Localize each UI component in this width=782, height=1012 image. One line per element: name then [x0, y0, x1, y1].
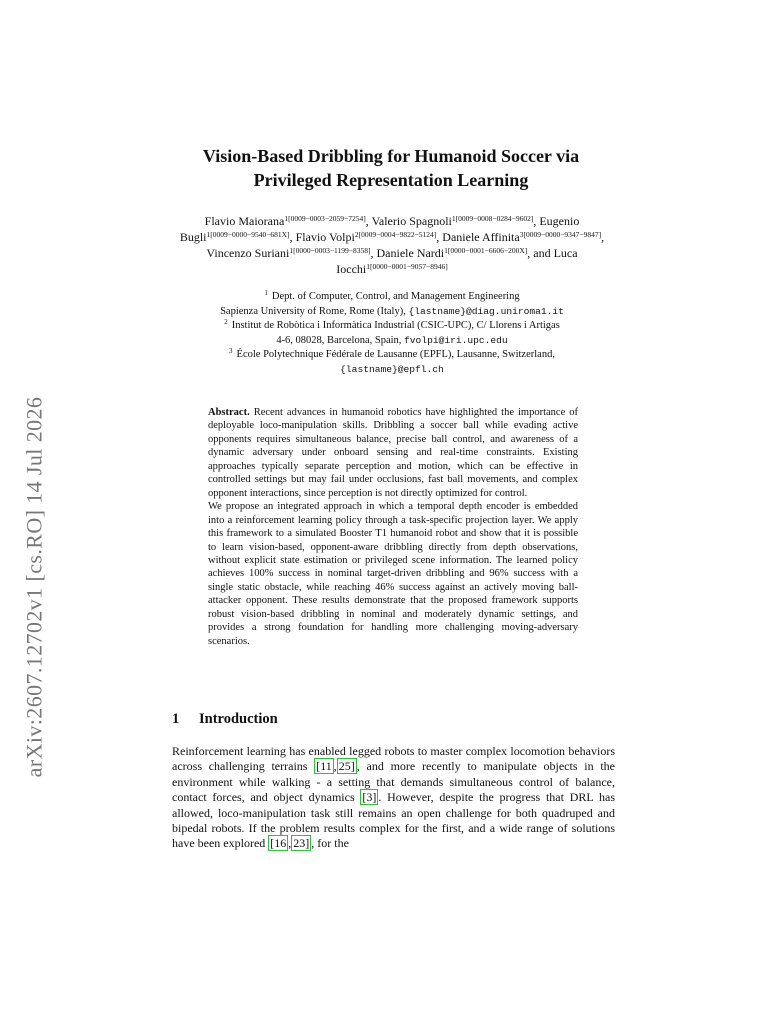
affiliation-text: Dept. of Computer, Control, and Management Engineering — [271, 291, 520, 302]
author-orcid: 1[0009−0008−0284−9602] — [451, 214, 534, 223]
introduction-paragraph — [172, 744, 615, 852]
affiliation-email: {lastname}@diag.uniroma1.it — [408, 305, 564, 317]
citation-separator: , — [333, 759, 337, 774]
author-name: Flavio Volpi — [295, 230, 355, 244]
author — [442, 230, 604, 244]
author-name: Daniele Affinita — [442, 230, 520, 244]
citation-separator: , — [288, 836, 292, 851]
author-orcid: 3[0009−0000−9347−9847] — [519, 230, 602, 239]
section-heading-introduction — [172, 711, 612, 728]
citation-link[interactable]: [3] — [362, 790, 377, 805]
citation-link[interactable]: 23] — [293, 836, 310, 851]
abstract-paragraph-1 — [208, 406, 578, 500]
affiliation-2 — [166, 319, 618, 348]
author — [205, 214, 372, 228]
affiliation-email: {lastname}@epfl.ch — [340, 363, 444, 375]
paper-title-line-1: Vision-Based Dribbling for Humanoid Soccer via — [202, 146, 580, 166]
body-text-segment: , for the — [311, 836, 349, 851]
arxiv-identifier-stamp — [14, 362, 54, 812]
abstract-text: Recent advances in humanoid robotics have highlighted the importance of deployable loco-manipulation skills. Dribbling a soccer ball while evading active opponents requires simultaneous balance, precise ball control, and awareness of a dynamic adversary under onboard sensing and real-time constraints. Existing approaches typically separate perception and motion, which can be effective in controlled settings but may fail under occlusions, fast ball movements, and complex opponent interactions, since perception is not directly optimized for control. — [208, 407, 579, 499]
author-list — [166, 213, 618, 277]
abstract — [208, 406, 578, 648]
author-name: Valerio Spagnoli — [371, 214, 452, 228]
author-orcid: 1[0000−0001−6606−200X] — [444, 246, 528, 255]
author-name: Flavio Maiorana — [204, 214, 285, 228]
author-separator: , — [370, 246, 377, 260]
affiliation-text: 4-6, 08028, Barcelona, Spain, — [276, 334, 402, 346]
affiliations — [166, 290, 618, 377]
author-name: Eugenio Bugli — [179, 214, 580, 244]
author-orcid: 1[0009−0000−9540−681X] — [206, 230, 290, 239]
author-separator: , — [601, 230, 605, 244]
body-text-segment: . However, despite the progress that DRL has allowed, loco-manipulation task still remains an open challenge for both quadruped and bipedal robots. If the problem results complex for the first, and a wide range of solutions have been explored — [172, 790, 615, 851]
author-separator: , — [436, 230, 443, 244]
author-orcid: 2[0009−0004−9822−5124] — [354, 230, 437, 239]
citation-link[interactable]: [11 — [316, 759, 332, 774]
section-number: 1 — [172, 711, 180, 727]
author-separator: , and — [527, 246, 554, 260]
author-orcid: 1[0009−0003−2059−7254] — [284, 214, 366, 223]
section-title: Introduction — [199, 711, 278, 727]
affiliation-text: Sapienza University of Rome, Rome (Italy), — [220, 305, 406, 317]
author — [377, 246, 554, 260]
author — [372, 214, 540, 228]
affiliation-1 — [166, 290, 618, 319]
abstract-label: Abstract. — [208, 407, 250, 418]
affiliation-marker: 2 — [224, 318, 228, 326]
author — [206, 246, 376, 260]
citation-link[interactable]: 25] — [338, 759, 355, 774]
affiliation-email: fvolpi@iri.upc.edu — [404, 334, 508, 346]
author-separator: , — [365, 214, 372, 228]
paper-title-line-2: Privileged Representation Learning — [253, 170, 529, 190]
paper-title — [160, 144, 622, 192]
abstract-paragraph-2: We propose an integrated approach in which a temporal depth encoder is embedded into a reinforcement learning policy through a task-specific projection layer. We apply this framework to a simulated Booster T1 humanoid robot and show that it is possible to learn vision-based, opponent-aware dribbling directly from depth observations, without explicit state estimation or privileged scene information. The learned policy achieves 100% success in nominal target-driven dribbling and 96% success with a single static obstacle, while reaching 46% success against an actively moving ball-attacker opponent. These results demonstrate that the proposed framework supports robust vision-based dribbling in nominal and moderately dynamic settings, and provides a strong foundation for handling more challenging moving-adversary scenarios. — [208, 501, 578, 647]
body-text-segment: Reinforcement learning has enabled legged robots to master complex locomotion behaviors across challenging terrains — [172, 744, 615, 774]
affiliation-marker: 1 — [264, 289, 268, 297]
author — [296, 230, 443, 244]
affiliation-text: École Polytechnique Fédérale de Lausanne (EPFL), Lausanne, Switzerland, — [236, 349, 555, 360]
affiliation-3 — [166, 348, 618, 377]
arxiv-stamp-text: arXiv:2607.12702v1 [cs.RO] 14 Jul 2026 — [21, 396, 46, 778]
body-text-segment: , and more recently to manipulate objects in the environment while walking - a setting that demands simultaneous control of balance, contact forces, and object dynamics — [172, 759, 616, 805]
citation-link[interactable]: [16 — [270, 836, 287, 851]
author-name: Luca Iocchi — [336, 246, 578, 276]
author-orcid: 1[0000−0001−9057−8946] — [366, 262, 448, 271]
affiliation-marker: 3 — [229, 347, 233, 355]
author-orcid: 1[0000−0003−1199−8358] — [289, 246, 371, 255]
author-name: Daniele Nardi — [376, 246, 445, 260]
author-separator: , — [289, 230, 296, 244]
affiliation-text: Institut de Robòtica i Informàtica Industrial (CSIC-UPC), C/ Llorens i Artigas — [231, 320, 560, 331]
author-name: Vincenzo Suriani — [206, 246, 290, 260]
author-separator: , — [533, 214, 540, 228]
